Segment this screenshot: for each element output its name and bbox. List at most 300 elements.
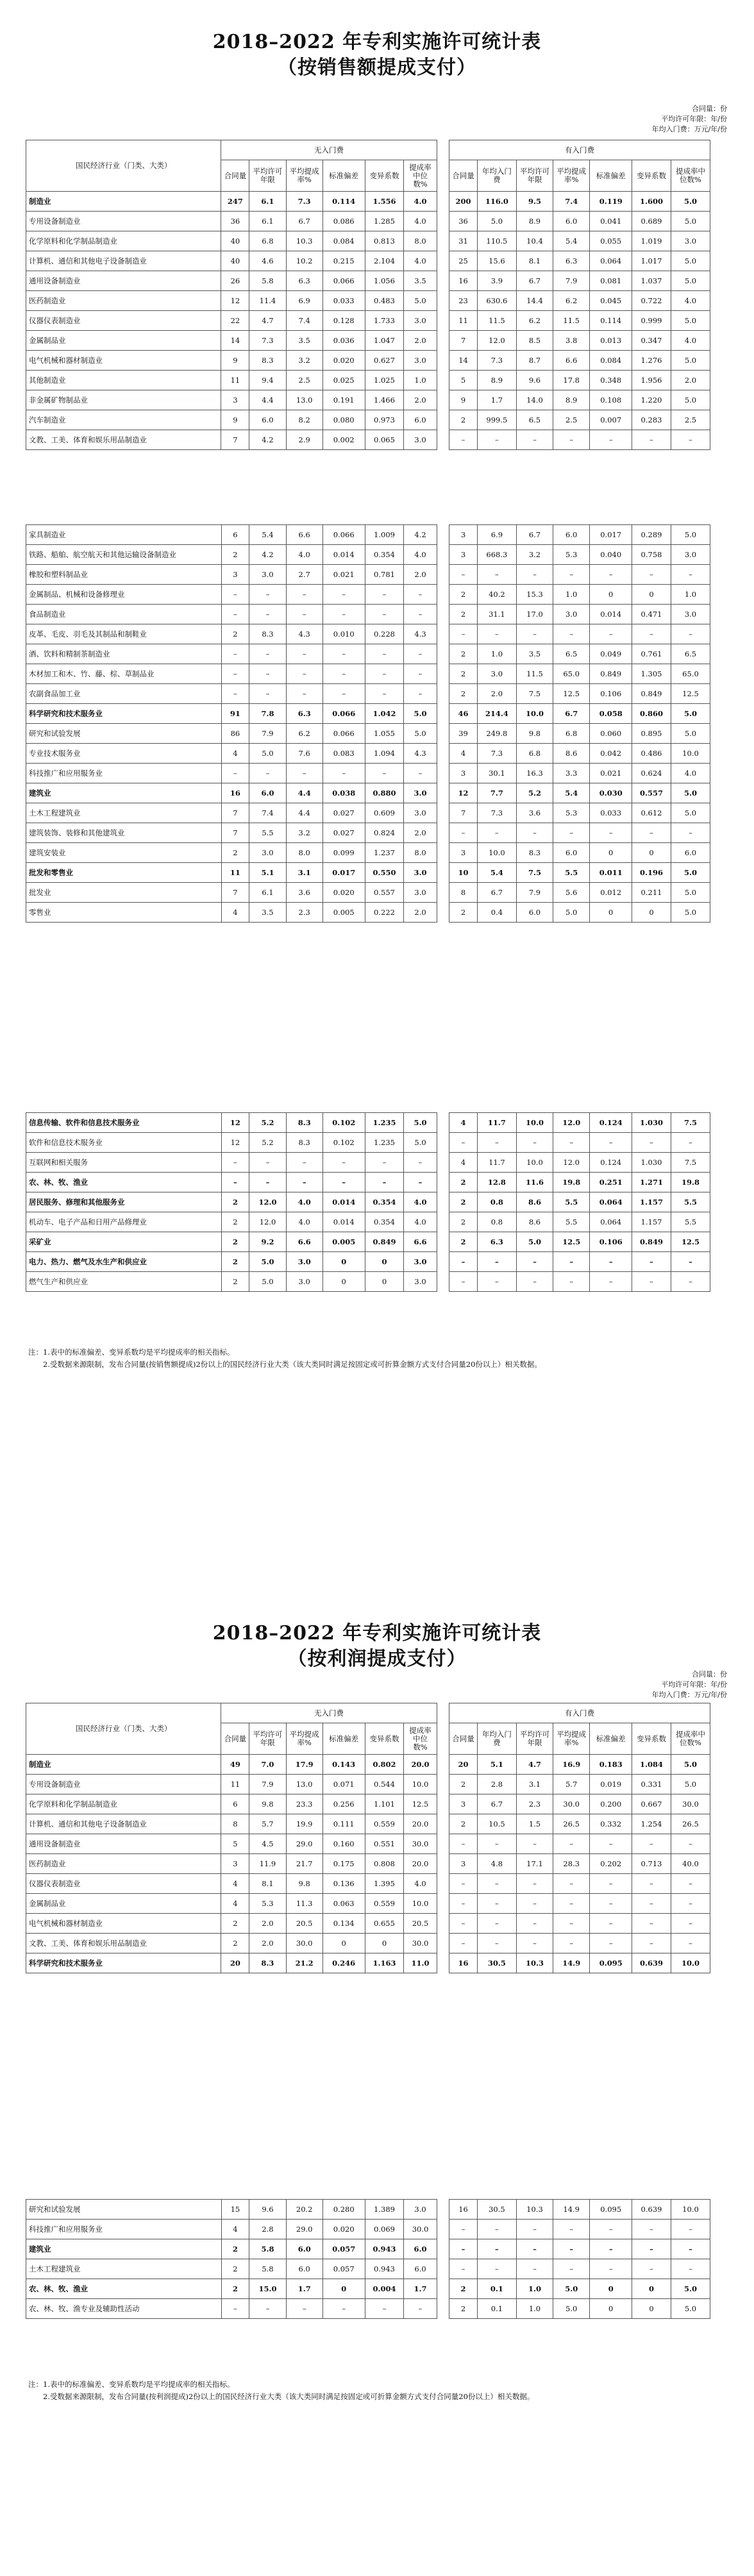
industry-name: 科学研究和技术服务业 [26, 1953, 221, 1973]
no-fee-cell: 3.0 [286, 1252, 323, 1272]
with-fee-cell: 0.331 [632, 1775, 671, 1794]
no-fee-cell: 86 [221, 724, 249, 744]
with-fee-cell: 30.0 [671, 1794, 710, 1814]
with-fee-cell: 7.9 [516, 883, 553, 903]
no-fee-cell: 17.9 [286, 1755, 323, 1775]
no-fee-cell: 0 [365, 1934, 404, 1953]
table-row [26, 565, 710, 585]
no-fee-cell: 0.280 [323, 2200, 365, 2220]
with-fee-cell: – [477, 1133, 516, 1153]
no-fee-cell: 2 [221, 624, 249, 644]
no-fee-cell: – [286, 1173, 323, 1192]
with-fee-cell: 0.895 [632, 724, 671, 744]
no-fee-cell: – [365, 605, 404, 624]
no-fee-cell: – [286, 1153, 323, 1173]
no-fee-cell: 2 [221, 1934, 249, 1953]
with-fee-cell: 3 [449, 1854, 478, 1874]
with-fee-cell: 0.013 [590, 331, 632, 351]
industry-name: 机动车、电子产品和日用产品修理业 [26, 1212, 222, 1232]
with-fee-cell: 8.9 [516, 212, 553, 231]
with-fee-cell: 0.106 [590, 684, 632, 704]
with-fee-cell: 0.1 [477, 2299, 516, 2319]
with-fee-cell: 31 [449, 231, 478, 251]
with-fee-cell: 0.124 [590, 1113, 632, 1133]
with-fee-cell: – [590, 2239, 632, 2259]
with-fee-header: 有入门费 [449, 1703, 710, 1723]
column-gap [437, 565, 449, 585]
with-fee-cell: – [590, 430, 632, 450]
no-fee-cell: 2.7 [286, 565, 323, 585]
column-gap [437, 2299, 449, 2319]
with-fee-cell: 2 [449, 684, 478, 704]
no-fee-cell: 9 [221, 351, 249, 371]
with-fee-cell: – [590, 1914, 632, 1934]
with-fee-cell: – [671, 1834, 710, 1854]
no-fee-cell: – [221, 2299, 249, 2319]
industry-name: 居民服务、修理和其他服务业 [26, 1192, 222, 1212]
page-title: 2018–2022 年专利实施许可统计表 [212, 1622, 542, 1644]
with-fee-cell: 11.5 [477, 311, 516, 331]
no-fee-cell: 6.0 [404, 410, 437, 430]
no-fee-cell: 6.0 [286, 2259, 323, 2279]
with-fee-cell: – [449, 1894, 478, 1914]
with-fee-cell: 5.0 [671, 212, 710, 231]
with-fee-cell: 14.9 [553, 2200, 590, 2220]
no-fee-cell: 6.6 [286, 1232, 323, 1252]
with-fee-cell: 11 [449, 311, 478, 331]
with-fee-cell: 4.0 [671, 764, 710, 783]
no-fee-cell: 11 [221, 863, 249, 883]
with-fee-cell: 2 [449, 1212, 478, 1232]
with-fee-cell: 0.849 [632, 1232, 671, 1252]
no-fee-cell: 0.010 [323, 624, 365, 644]
with-fee-cell: 0 [632, 903, 671, 923]
no-fee-cell: 0.354 [365, 545, 404, 565]
table-row [26, 624, 710, 644]
column-gap [437, 783, 449, 803]
no-fee-cell: 0 [323, 1272, 365, 1292]
no-fee-cell: 5 [221, 1834, 249, 1854]
column-gap [437, 390, 449, 410]
table-row [26, 1153, 710, 1173]
column-gap [437, 764, 449, 783]
no-fee-cell: 19.9 [286, 1814, 323, 1834]
with-fee-cell: 2 [449, 664, 478, 684]
industry-name: 铁路、船舶、航空航天和其他运输设备制造业 [26, 545, 222, 565]
no-fee-cell: 0.354 [365, 1212, 404, 1232]
with-fee-cell: 19.8 [553, 1173, 590, 1192]
no-fee-cell: 9.4 [249, 371, 286, 390]
column-gap [437, 1834, 449, 1854]
no-fee-cell: 13.0 [286, 390, 323, 410]
column-header: 合同量 [449, 160, 478, 192]
no-fee-cell: 0.134 [323, 1914, 365, 1934]
with-fee-cell: – [590, 1934, 632, 1953]
no-fee-cell: 91 [221, 704, 249, 724]
table-row [26, 331, 710, 351]
units-legend [652, 104, 727, 135]
with-fee-cell: 10.0 [516, 704, 553, 724]
table-row [26, 525, 710, 545]
no-fee-cell: 1.285 [365, 212, 404, 231]
with-fee-cell: 9.6 [516, 371, 553, 390]
with-fee-cell: 5.0 [671, 783, 710, 803]
no-fee-cell: – [286, 2299, 323, 2319]
with-fee-cell: 0.471 [632, 605, 671, 624]
with-fee-cell: – [590, 2220, 632, 2239]
with-fee-cell: 1.030 [632, 1153, 671, 1173]
no-fee-cell: 11 [221, 371, 249, 390]
no-fee-cell: 3.0 [404, 351, 437, 371]
no-fee-cell: – [365, 764, 404, 783]
table-row [26, 2200, 710, 2220]
no-fee-cell: 2 [221, 843, 249, 863]
with-fee-cell: 8.5 [516, 331, 553, 351]
industry-name: 建筑安装业 [26, 843, 222, 863]
no-fee-cell: 3.0 [404, 863, 437, 883]
with-fee-cell: 16.9 [553, 1755, 590, 1775]
no-fee-cell: 0.066 [323, 525, 365, 545]
no-fee-cell: – [249, 664, 286, 684]
column-gap [437, 2200, 449, 2220]
column-gap [437, 231, 449, 251]
no-fee-cell: 2 [221, 1192, 249, 1212]
industry-name: 木材加工和木、竹、藤、棕、草制品业 [26, 664, 222, 684]
column-gap [437, 903, 449, 923]
no-fee-cell: 6.1 [249, 212, 286, 231]
no-fee-cell: 36 [221, 212, 249, 231]
stats-table-part [26, 1703, 710, 1973]
no-fee-cell: 9.6 [249, 2200, 286, 2220]
with-fee-cell: 9.5 [516, 192, 553, 212]
with-fee-cell: 1.5 [516, 1814, 553, 1834]
with-fee-cell: 668.3 [477, 545, 516, 565]
with-fee-cell: 5.0 [553, 903, 590, 923]
no-fee-cell: 0.036 [323, 331, 365, 351]
with-fee-cell: – [632, 823, 671, 843]
with-fee-cell: – [477, 1874, 516, 1894]
table-row [26, 291, 710, 311]
no-fee-cell: 0.550 [365, 863, 404, 883]
no-fee-cell: 3.0 [404, 803, 437, 823]
with-fee-cell: 15.3 [516, 585, 553, 605]
no-fee-cell: 7 [221, 823, 249, 843]
with-fee-cell: 0.084 [590, 351, 632, 371]
no-fee-cell: 0.191 [323, 390, 365, 410]
no-fee-cell: 1.101 [365, 1794, 404, 1814]
no-fee-cell: 1.0 [404, 371, 437, 390]
with-fee-cell: 0 [632, 2299, 671, 2319]
with-fee-cell: 5.4 [477, 863, 516, 883]
unit-line: 年均入门费：万元/年/份 [651, 1691, 727, 1699]
no-fee-cell: 0.627 [365, 351, 404, 371]
no-fee-cell: 4.0 [404, 545, 437, 565]
with-fee-cell: 12.8 [477, 1173, 516, 1192]
with-fee-cell: 10 [449, 863, 478, 883]
with-fee-cell: 0.251 [590, 1173, 632, 1192]
no-fee-cell: 4.2 [404, 525, 437, 545]
no-fee-cell: 3.0 [404, 2200, 437, 2220]
with-fee-cell: 5.0 [671, 903, 710, 923]
no-fee-cell: 2 [221, 1212, 249, 1232]
table-notes [28, 2379, 727, 2403]
with-fee-cell: 0.612 [632, 803, 671, 823]
with-fee-cell: 7.5 [516, 863, 553, 883]
with-fee-cell: – [516, 2239, 553, 2259]
with-fee-cell: 10.0 [516, 1113, 553, 1133]
column-header: 提成率中位数% [404, 160, 437, 192]
category-row [26, 2279, 710, 2299]
unit-line: 年均入门费：万元/年/份 [651, 125, 727, 133]
industry-name: 通用设备制造业 [26, 271, 221, 291]
with-fee-cell: 2.8 [477, 1775, 516, 1794]
no-fee-cell: 2.0 [404, 390, 437, 410]
with-fee-cell: – [632, 430, 671, 450]
no-fee-cell: 30.0 [404, 1834, 437, 1854]
no-fee-cell: 2.9 [286, 430, 323, 450]
with-fee-cell: 26.5 [671, 1814, 710, 1834]
with-fee-cell: 2.5 [671, 410, 710, 430]
with-fee-cell: – [553, 2259, 590, 2279]
with-fee-cell: 8.3 [516, 843, 553, 863]
no-fee-cell: 4.4 [286, 783, 323, 803]
with-fee-cell: 5.3 [553, 545, 590, 565]
no-fee-cell: – [404, 644, 437, 664]
industry-name: 化学原料和化学制品制造业 [26, 1794, 221, 1814]
industry-name: 农、林、牧、渔业 [26, 1173, 222, 1192]
no-fee-cell: 7.6 [286, 744, 323, 764]
with-fee-cell: – [516, 2220, 553, 2239]
industry-name: 建筑业 [26, 2239, 222, 2259]
no-fee-cell: 0.025 [323, 371, 365, 390]
no-fee-cell: 4.2 [249, 545, 286, 565]
with-fee-cell: 0.064 [590, 1192, 632, 1212]
with-fee-cell: – [590, 1894, 632, 1914]
with-fee-cell: 6.8 [516, 744, 553, 764]
no-fee-cell: 0.066 [323, 724, 365, 744]
industry-name: 制造业 [26, 192, 221, 212]
no-fee-cell: 2 [221, 2259, 249, 2279]
column-gap [437, 1794, 449, 1814]
with-fee-cell: 4.0 [671, 331, 710, 351]
with-fee-cell: 0 [632, 2279, 671, 2299]
with-fee-cell: 0.1 [477, 2279, 516, 2299]
column-gap [437, 2220, 449, 2239]
no-fee-cell: – [323, 764, 365, 783]
no-fee-cell: 5.0 [404, 291, 437, 311]
table-row [26, 1834, 710, 1854]
with-fee-cell: – [477, 2239, 516, 2259]
no-fee-cell: – [221, 684, 249, 704]
page-subtitle: （按利润提成支付） [287, 1648, 467, 1670]
column-gap [437, 271, 449, 291]
no-fee-cell: 7.9 [249, 1775, 286, 1794]
page-title: 2018–2022 年专利实施许可统计表 [212, 31, 542, 53]
with-fee-cell: 0.124 [590, 1153, 632, 1173]
column-gap [437, 644, 449, 664]
category-row [26, 1113, 710, 1133]
with-fee-cell: – [449, 2259, 478, 2279]
with-fee-cell: – [590, 823, 632, 843]
no-fee-cell: 6.1 [249, 883, 286, 903]
with-fee-cell: 3 [449, 545, 478, 565]
column-gap [437, 605, 449, 624]
no-fee-cell: – [249, 764, 286, 783]
no-fee-cell: 5.3 [249, 1894, 286, 1914]
industry-name: 医药制造业 [26, 291, 221, 311]
with-fee-cell: 0.639 [632, 2200, 671, 2220]
with-fee-cell: 999.5 [477, 410, 516, 430]
no-fee-cell: 0.256 [323, 1794, 365, 1814]
with-fee-cell: 5.4 [553, 231, 590, 251]
no-fee-cell: 6.9 [286, 291, 323, 311]
with-fee-cell: 0.722 [632, 291, 671, 311]
with-fee-cell: 5.0 [553, 2299, 590, 2319]
with-fee-cell: – [632, 2239, 671, 2259]
no-fee-cell: 4.4 [249, 390, 286, 410]
no-fee-cell: 2.3 [286, 903, 323, 923]
category-row [26, 1192, 710, 1212]
no-fee-cell: – [221, 605, 249, 624]
with-fee-cell: 0.4 [477, 903, 516, 923]
with-fee-cell: – [449, 624, 478, 644]
table-row [26, 764, 710, 783]
no-fee-cell: – [249, 1153, 286, 1173]
with-fee-cell: – [516, 1914, 553, 1934]
with-fee-cell: 39 [449, 724, 478, 744]
no-fee-cell: – [404, 684, 437, 704]
no-fee-cell: 0.002 [323, 430, 365, 450]
no-fee-cell: 5.0 [404, 1133, 437, 1153]
no-fee-cell: 8.3 [249, 1953, 286, 1973]
no-fee-cell: 2.8 [249, 2220, 286, 2239]
with-fee-cell: 3.0 [671, 605, 710, 624]
with-fee-cell: 0.095 [590, 1953, 632, 1973]
with-fee-cell: – [553, 1252, 590, 1272]
with-fee-cell: 36 [449, 212, 478, 231]
with-fee-cell: 3.5 [516, 644, 553, 664]
with-fee-cell: 7.5 [671, 1153, 710, 1173]
no-fee-cell: 20 [221, 1953, 249, 1973]
no-fee-cell: 7.4 [249, 803, 286, 823]
no-fee-cell: 1.055 [365, 724, 404, 744]
industry-name: 零售业 [26, 903, 222, 923]
column-gap [437, 410, 449, 430]
with-fee-cell: 0.019 [590, 1775, 632, 1794]
table-row [26, 1894, 710, 1914]
no-fee-cell: 3.2 [286, 823, 323, 843]
industry-header: 国民经济行业（门类、大类） [26, 1703, 221, 1755]
with-fee-cell: 5.0 [671, 192, 710, 212]
no-fee-cell: 1.389 [365, 2200, 404, 2220]
no-fee-cell: 3.0 [404, 1252, 437, 1272]
no-fee-cell: 5.2 [249, 1113, 286, 1133]
with-fee-cell: – [590, 1252, 632, 1272]
column-gap [437, 843, 449, 863]
no-fee-cell: – [221, 585, 249, 605]
note-line: 2.受数据来源限制，发布合同量(按利润提成)2份以上的国民经济行业大类（该大类同时满足按固定或可折算金额方式支付合同量20份以上）相关数据。 [28, 2392, 535, 2401]
table-row [26, 1133, 710, 1153]
with-fee-cell: 14.0 [516, 390, 553, 410]
with-fee-cell: 0.017 [590, 525, 632, 545]
column-gap [437, 331, 449, 351]
no-fee-cell: 0.222 [365, 903, 404, 923]
column-gap [437, 251, 449, 271]
with-fee-cell: 19.8 [671, 1173, 710, 1192]
no-fee-cell: 4 [221, 903, 249, 923]
with-fee-cell: 8.7 [516, 351, 553, 371]
no-fee-cell: 0.021 [323, 565, 365, 585]
no-fee-cell: 29.0 [286, 1834, 323, 1854]
with-fee-cell: 30.1 [477, 764, 516, 783]
no-fee-cell: 0.160 [323, 1834, 365, 1854]
no-fee-cell: 8 [221, 1814, 249, 1834]
no-fee-cell: 9.8 [286, 1874, 323, 1894]
with-fee-cell: 0.849 [632, 684, 671, 704]
with-fee-cell: 5.0 [671, 351, 710, 371]
with-fee-cell: – [632, 1133, 671, 1153]
no-fee-cell: 0.802 [365, 1755, 404, 1775]
no-fee-cell: 1.556 [365, 192, 404, 212]
with-fee-cell: – [516, 565, 553, 585]
no-fee-cell: 11.9 [249, 1854, 286, 1874]
category-row [26, 192, 710, 212]
with-fee-cell: 11.7 [477, 1113, 516, 1133]
column-header: 平均许可年限 [516, 160, 553, 192]
no-fee-cell: 23.3 [286, 1794, 323, 1814]
with-fee-cell: – [516, 1894, 553, 1914]
table-row [26, 1914, 710, 1934]
with-fee-cell: 0.183 [590, 1755, 632, 1775]
no-fee-cell: 0.354 [365, 1192, 404, 1212]
no-fee-cell: 0.609 [365, 803, 404, 823]
no-fee-cell: – [365, 585, 404, 605]
with-fee-cell: 5.3 [553, 803, 590, 823]
table-row [26, 843, 710, 863]
with-fee-cell: 4 [449, 1113, 478, 1133]
no-fee-cell: 5.0 [249, 1272, 286, 1292]
no-fee-cell: 7.9 [249, 724, 286, 744]
with-fee-cell: 11.7 [477, 1153, 516, 1173]
no-fee-cell: 6.8 [249, 231, 286, 251]
no-fee-cell: 0.020 [323, 351, 365, 371]
column-header: 提成率中位数% [671, 160, 710, 192]
no-fee-cell: 6.0 [249, 783, 286, 803]
with-fee-cell: 0 [590, 2279, 632, 2299]
no-fee-cell: 6.6 [404, 1232, 437, 1252]
table-row [26, 1874, 710, 1894]
with-fee-cell: 0.486 [632, 744, 671, 764]
column-header: 年均入门费 [477, 160, 516, 192]
industry-name: 其他制造业 [26, 371, 221, 390]
with-fee-cell: 4 [449, 744, 478, 764]
with-fee-cell: 7.3 [477, 803, 516, 823]
no-fee-cell: – [365, 1153, 404, 1173]
with-fee-cell: – [553, 1272, 590, 1292]
with-fee-cell: – [477, 430, 516, 450]
industry-name: 仪器仪表制造业 [26, 311, 221, 331]
with-fee-cell: 0.058 [590, 704, 632, 724]
industry-name: 农、林、牧、渔专业及辅助性活动 [26, 2299, 222, 2319]
with-fee-cell: 10.0 [516, 1153, 553, 1173]
with-fee-cell: 0 [632, 585, 671, 605]
no-fee-cell: 3.6 [286, 883, 323, 903]
note-line: 注：1.表中的标准偏差、变异系数均是平均提成率的相关指标。 [28, 1348, 235, 1357]
with-fee-cell: 12.5 [553, 1232, 590, 1252]
with-fee-cell: 46 [449, 704, 478, 724]
no-fee-cell: 0.057 [323, 2239, 365, 2259]
no-fee-cell: 1.235 [365, 1133, 404, 1153]
